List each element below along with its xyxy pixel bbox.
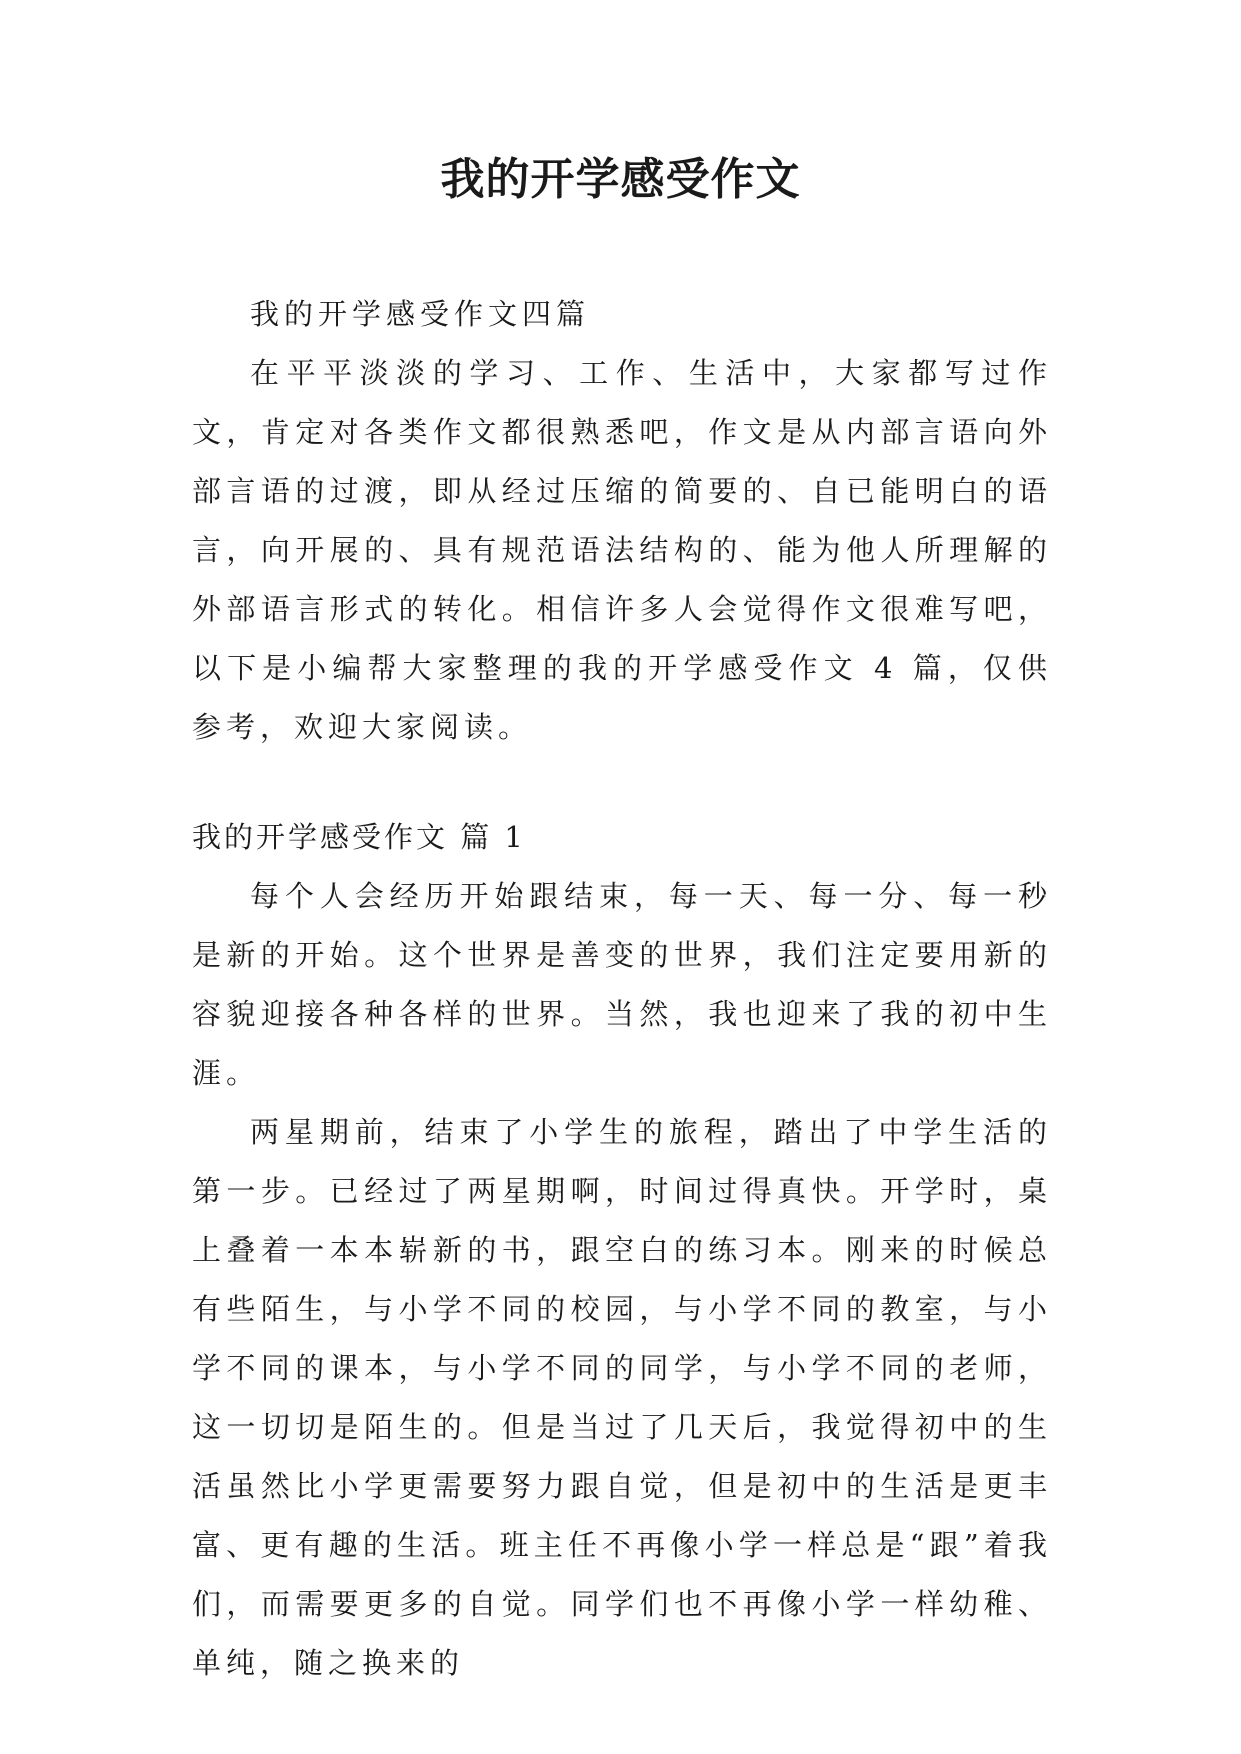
section-1 <box>192 808 1052 1693</box>
section-paragraph: 每个人会经历开始跟结束，每一天、每一分、每一秒是新的开始。这个世界是善变的世界，我们注定要用新的容貌迎接各种各样的世界。当然，我也迎来了我的初中生涯。 <box>192 879 1052 1090</box>
document-subtitle: 我的开学感受作文四篇 <box>250 297 591 331</box>
intro-block <box>192 285 1052 757</box>
intro-paragraph: 在平平淡淡的学习、工作、生活中，大家都写过作文，肯定对各类作文都很熟悉吧，作文是从内部言语向外部言语的过渡，即从经过压缩的简要的、自已能明白的语言，向开展的、具有规范语法结构的、能为他人所理解的外部语言形式的转化。相信许多人会觉得作文很难写吧，以下是小编帮大家整理的我的开学感受作文 4 篇，仅供参考，欢迎大家阅读。 <box>192 356 1052 744</box>
document-title: 我的开学感受作文 <box>440 154 801 205</box>
section-paragraph: 两星期前，结束了小学生的旅程，踏出了中学生活的第一步。已经过了两星期啊，时间过得真快。开学时，桌上叠着一本本崭新的书，跟空白的练习本。刚来的时候总有些陌生，与小学不同的校园，与小学不同的教室，与小学不同的课本，与小学不同的同学，与小学不同的老师，这一切切是陌生的。但是当过了几天后，我觉得初中的生活虽然比小学更需要努力跟自觉，但是初中的生活是更丰富、更有趣的生活。班主任不再像小学一样总是“跟”着我们，而需要更多的自觉。同学们也不再像小学一样幼稚、单纯，随之换来的 <box>192 1115 1052 1680</box>
section-heading: 我的开学感受作文 篇 1 <box>192 820 526 854</box>
